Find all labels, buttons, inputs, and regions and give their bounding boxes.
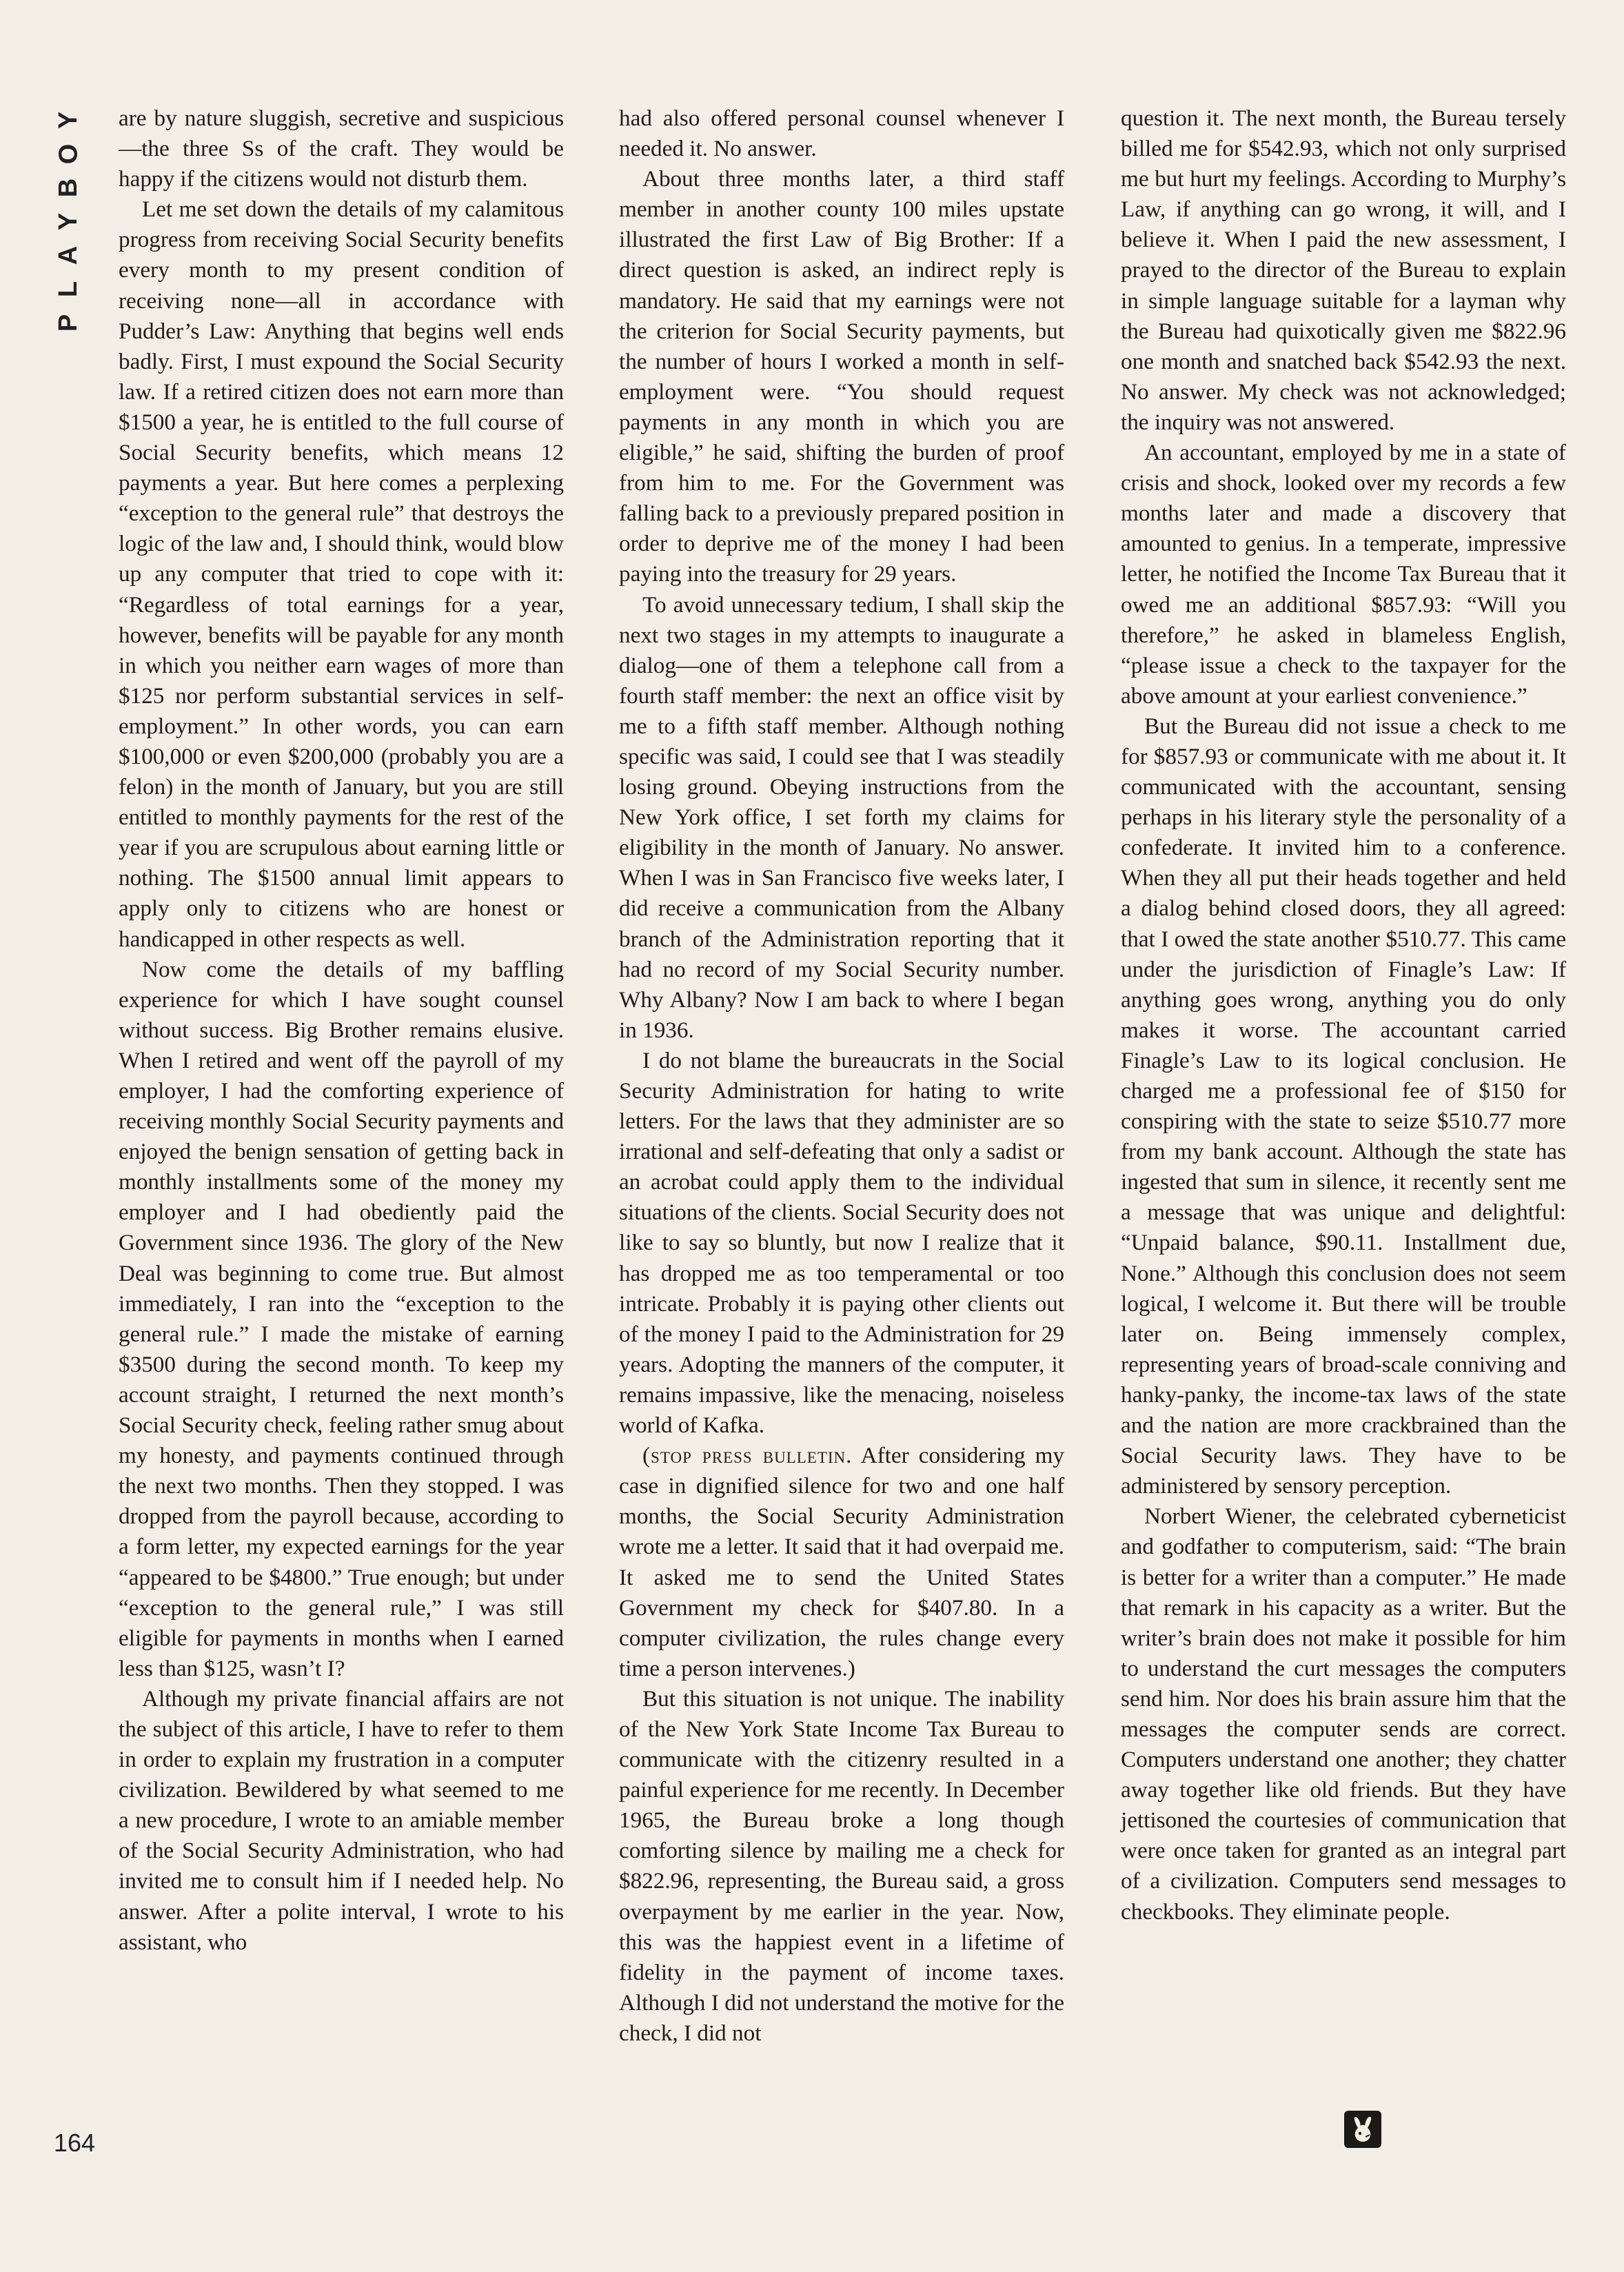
paragraph: Norbert Wiener, the celebrated cyberneticist and godfather to computerism, said: “The brain is better for a writer than a computer.” He made that remark in his capacity as a writer. But the writer’s brain does not make it possible for him to understand the curt messages the computers send him. Nor does his brain assure him that the messages the computer sends are correct. Computers understand one another; they chatter away together like old friends. But they have jettisoned the courtesies of communication that were once taken for granted as an integral part of a civilization. Computers send messages to checkbooks. They eliminate people. bbox=[1121, 1503, 1566, 1925]
page-number: 164 bbox=[54, 2129, 96, 2157]
paragraph: had also offered personal counsel whenever I needed it. No answer. bbox=[619, 105, 1064, 162]
masthead-letter: P bbox=[54, 314, 83, 332]
masthead-letter: Y bbox=[54, 111, 83, 130]
masthead-letter: L bbox=[54, 281, 83, 298]
paragraph: To avoid unnecessary tedium, I shall skip the next two stages in my attempts to inaugurate a dialog—one of them a telephone call from a fourth staff member: the next an office visit by me to a fifth staff member. Although nothing specific was said, I could see that I was steadily losing ground. Obeying instructions from the New York office, I set forth my claims for eligibility in the month of January. No answer. When I was in San Francisco five weeks later, I did receive a communication from the Albany branch of the Administration reporting that it had no record of my Social Security number. Why Albany? Now I am back to where I began in 1936. bbox=[619, 591, 1064, 1043]
paragraph: An accountant, employed by me in a state of crisis and shock, looked over my records a few months later and made a discovery that amounted to genius. In a temperate, impressive letter, he notified the Income Tax Bureau that it owed me an additional $857.93: “Will you therefore,” he asked in blameless English, “please issue a check to the taxpayer for the above amount at your earliest convenience.” bbox=[1121, 440, 1566, 709]
bulletin-label: (stop press bulletin. bbox=[642, 1443, 853, 1469]
rabbit-head-glyph bbox=[1349, 2114, 1377, 2144]
paragraph: Now come the details of my baffling experience for which I have sought counsel without success. Big Brother remains elusive. When I retired and went off the payroll of my employer, I had the comforting experience of receiving monthly Social Security payments and enjoyed the benign sensation of getting back in monthly installments some of the money my employer and I had obediently paid the Government since 1936. The glory of the New Deal was beginning to come true. But almost immediately, I ran into the “exception to the general rule.” I made the mistake of earning $3500 during the second month. To keep my account straight, I returned the next month’s Social Security check, feeling rather smug about my honesty, and payments continued through the next two months. Then they stopped. I was dropped from the payroll because, according to a form letter, my expected earnings for the year “appeared to be $4800.” True enough; but under “exception to the general rule,” I was still eligible for payments in months when I earned less than $125, wasn’t I? bbox=[119, 956, 564, 1681]
text-column-1 bbox=[119, 103, 564, 1958]
masthead-letter: O bbox=[54, 143, 83, 165]
paragraph: Let me set down the details of my calamitous progress from receiving Social Security benefits every month to my present condition of receiving none—all in accordance with Pudder’s Law: Anything that begins well ends badly. First, I must expound the Social Security law. If a retired citizen does not earn more than $1500 a year, he is entitled to the full course of Social Security benefits, which means 12 payments a year. But here comes a perplexing “exception to the general rule” that destroys the logic of the law and, I should think, would blow up any computer that tried to cope with it: “Regardless of total earnings for a year, however, benefits will be payable for any month in which you neither earn wages of more than $125 nor perform substantial services in self-employment.” In other words, you can earn $100,000 or even $200,000 (probably you are a felon) in the month of January, but you are still entitled to monthly payments for the rest of the year if you are scrupulous about earning little or nothing. The $1500 annual limit appears to apply only to citizens who are honest or handicapped in other respects as well. bbox=[119, 196, 564, 952]
paragraph: I do not blame the bureaucrats in the Social Security Administration for hating to write letters. For the laws that they administer are so irrational and self-defeating that only a sadist or an acrobat could apply them to the individual situations of the clients. Social Security does not like to say so bluntly, but now I realize that it has dropped me as too temperamental or too intricate. Probably it is paying other clients out of the money I paid to the Administration for 29 years. Adopting the manners of the computer, it remains impassive, like the menacing, noiseless world of Kafka. bbox=[619, 1047, 1064, 1439]
paragraph: But this situation is not unique. The inability of the New York State Income Tax Bureau to communicate with the citizenry resulted in a painful experience for me recently. In December 1965, the Bureau broke a long though comforting silence by mailing me a check for $822.96, representing, the Bureau said, a gross overpayment by me earlier in the year. Now, this was the happiest event in a lifetime of fidelity in the payment of income taxes. Although I did not understand the motive for the check, I did not bbox=[619, 1685, 1064, 2046]
paragraph: Although my private financial affairs are not the subject of this article, I have to refer to them in order to explain my frustration in a computer civilization. Bewildered by what seemed to me a new procedure, I wrote to an amiable member of the Social Security Administration, who had invited me to consult him if I needed help. No answer. After a polite interval, I wrote to his assistant, who bbox=[119, 1685, 564, 1955]
masthead-letter: Y bbox=[54, 212, 83, 231]
paragraph: are by nature sluggish, secretive and suspicious—the three Ss of the craft. They would be happy if the citizens would not disturb them. bbox=[119, 105, 564, 192]
rabbit-head-icon bbox=[1344, 2111, 1381, 2148]
masthead-letter: A bbox=[54, 245, 83, 265]
masthead-letter: B bbox=[54, 178, 83, 198]
paragraph: But the Bureau did not issue a check to me for $857.93 or communicate with me about it. It communicated with the accountant, sensing perhaps in his literary style the personality of a confederate. It invited him to a conference. When they all put their heads together and held a dialog behind closed doors, they all agreed: that I owed the state another $510.77. This came under the jurisdiction of Finagle’s Law: If anything goes wrong, anything you do only makes it worse. The accountant carried Finagle’s Law to its logical conclusion. He charged me a professional fee of $150 for conspiring with the state to seize $510.77 more from my bank account. Although the state has ingested that sum in silence, it recently sent me a message that was unique and delightful: “Unpaid balance, $90.11. Installment due, None.” Although this conclusion does not seem logical, I welcome it. But there will be trouble later on. Being immensely complex, representing years of broad-scale conniving and hanky-panky, the income-tax laws of the state and the nation are more crackbrained than the Social Security laws. They have to be administered by sensory perception. bbox=[1121, 713, 1566, 1499]
paragraph: About three months later, a third staff member in another county 100 miles upstate illustrated the first Law of Big Brother: If a direct question is asked, an indirect reply is mandatory. He said that my earnings were not the criterion for Social Security payments, but the number of hours I worked a month in self-employment were. “You should request payments in any month in which you are eligible,” he said, shifting the burden of proof from him to me. For the Government was falling back to a previously prepared position in order to deprive me of the money I had been paying into the treasury for 29 years. bbox=[619, 166, 1064, 587]
stop-press-bulletin bbox=[619, 1441, 1064, 1684]
paragraph: question it. The next month, the Bureau tersely billed me for $542.93, which not only surprised me but hurt my feelings. According to Murphy’s Law, if anything can go wrong, it will, and I believe it. When I paid the new assessment, I prayed to the director of the Bureau to explain in simple language suitable for a layman why the Bureau had quixotically given me $822.96 one month and snatched back $542.93 the next. No answer. My check was not acknowledged; the inquiry was not answered. bbox=[1121, 105, 1566, 435]
text-column-3 bbox=[1121, 103, 1566, 1927]
magazine-masthead bbox=[50, 103, 88, 340]
text-column-2 bbox=[619, 103, 1064, 2049]
bulletin-text: After considering my case in dignified silence for two and one half months, the Social Security Administration wrote me a letter. It said that it had overpaid me. It asked me to send the United States Government my check for $407.80. In a computer civilization, the rules change every time a person intervenes.) bbox=[619, 1443, 1065, 1681]
